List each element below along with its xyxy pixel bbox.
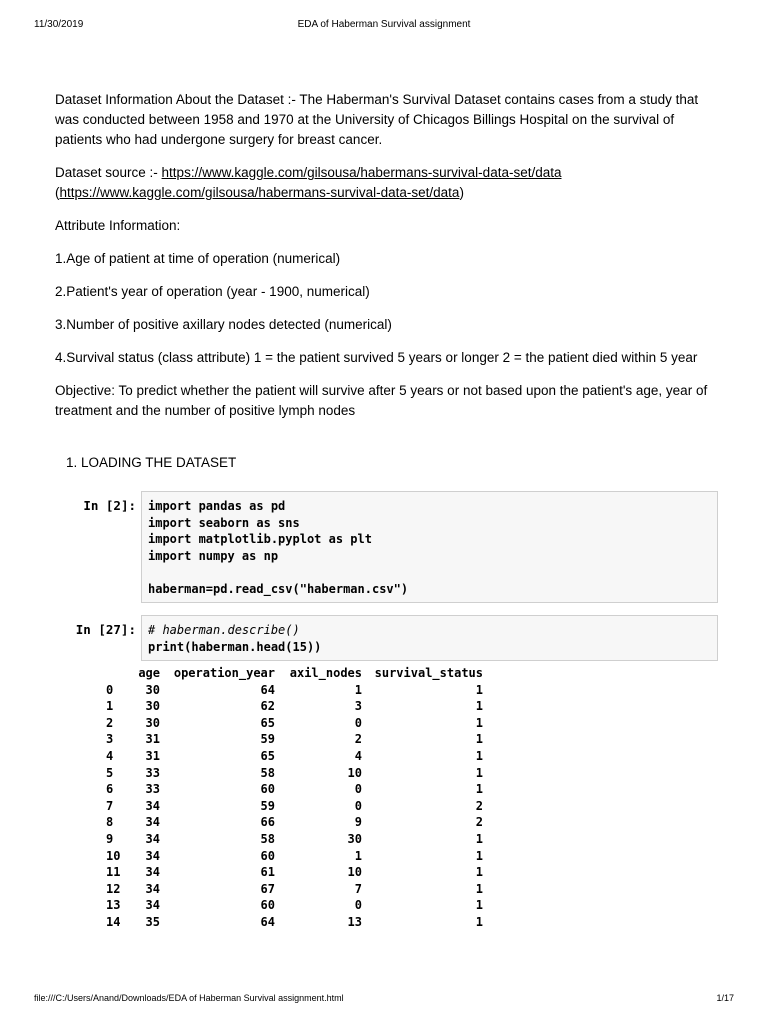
- row-index: 12: [106, 881, 121, 896]
- row-index: 7: [106, 798, 114, 813]
- cell-axil-nodes: 1: [354, 848, 362, 863]
- cell-operation-year: 60: [260, 848, 275, 863]
- source-paren-close: ): [459, 185, 464, 200]
- column-header-age: age: [138, 666, 160, 680]
- cell-operation-year: 59: [260, 798, 275, 813]
- cell-survival-status: 1: [475, 865, 483, 880]
- attribute-1: 1.Age of patient at time of operation (numerical): [55, 251, 341, 266]
- cell-operation-year: 66: [260, 815, 275, 830]
- cell-age: 33: [145, 765, 160, 780]
- table-row: [106, 765, 483, 782]
- table-row: [106, 864, 483, 881]
- cell-survival-status: 1: [475, 914, 483, 929]
- cell-axil-nodes: 2: [354, 732, 362, 747]
- cell-axil-nodes: 0: [354, 715, 362, 730]
- cell-axil-nodes: 1: [354, 682, 362, 697]
- cell-survival-status: 1: [475, 748, 483, 763]
- cell-age: 34: [145, 898, 160, 913]
- column-header-survival-status: survival_status: [374, 666, 483, 680]
- index-header: [106, 665, 138, 682]
- cell-age: 34: [145, 798, 160, 813]
- table-row: [106, 897, 483, 914]
- attribute-4: 4.Survival status (class attribute) 1 = the patient survived 5 years or longer 2 = the patient died within 5 year: [55, 350, 698, 365]
- cell-operation-year: 62: [260, 699, 275, 714]
- cell-2-code[interactable]: [141, 615, 718, 661]
- row-index: 2: [106, 715, 114, 730]
- page-header-date: 11/30/2019: [34, 19, 84, 30]
- attribute-heading: Attribute Information:: [55, 218, 181, 233]
- table-row: [106, 698, 483, 715]
- cell-age: 30: [145, 699, 160, 714]
- row-index: 1: [106, 699, 114, 714]
- attribute-2: 2.Patient's year of operation (year - 1900, numerical): [55, 284, 370, 299]
- cell-age: 34: [145, 815, 160, 830]
- cell-survival-status: 1: [475, 732, 483, 747]
- cell-age: 34: [145, 848, 160, 863]
- cell-survival-status: 1: [475, 848, 483, 863]
- row-index: 5: [106, 765, 114, 780]
- row-index: 6: [106, 782, 114, 797]
- output-table: [106, 665, 483, 931]
- cell-axil-nodes: 10: [347, 865, 362, 880]
- cell-axil-nodes: 0: [354, 782, 362, 797]
- cell-operation-year: 65: [260, 748, 275, 763]
- source-link[interactable]: https://www.kaggle.com/gilsousa/habermans-survival-data-set/data: [161, 165, 562, 180]
- cell-age: 34: [145, 881, 160, 896]
- cell-survival-status: 1: [475, 715, 483, 730]
- row-index: 0: [106, 682, 114, 697]
- row-index: 9: [106, 831, 114, 846]
- cell-operation-year: 64: [260, 914, 275, 929]
- row-index: 14: [106, 914, 121, 929]
- table-row: [106, 831, 483, 848]
- table-row: [106, 814, 483, 831]
- cell-operation-year: 58: [260, 831, 275, 846]
- cell-axil-nodes: 30: [347, 831, 362, 846]
- footer-page-number: 1/17: [716, 993, 734, 1003]
- cell-axil-nodes: 9: [354, 815, 362, 830]
- cell-survival-status: 1: [475, 898, 483, 913]
- cell-survival-status: 1: [475, 682, 483, 697]
- row-index: 4: [106, 748, 114, 763]
- dataset-source-paragraph: [55, 163, 725, 203]
- cell-survival-status: 2: [475, 815, 483, 830]
- cell-2-comment: # haberman.describe(): [148, 623, 300, 637]
- cell-age: 34: [145, 831, 160, 846]
- cell-1-code[interactable]: import pandas as pd import seaborn as sns import matplotlib.pyplot as plt import numpy as np haberman=pd.read_csv("haberman.csv"): [141, 491, 718, 603]
- cell-operation-year: 59: [260, 732, 275, 747]
- source-paren-link[interactable]: https://www.kaggle.com/gilsousa/habermans-survival-data-set/data: [59, 185, 460, 200]
- cell-survival-status: 1: [475, 831, 483, 846]
- cell-2-prompt: In [27]:: [75, 622, 136, 637]
- table-row: [106, 781, 483, 798]
- cell-age: 34: [145, 865, 160, 880]
- section-title: 1. LOADING THE DATASET: [66, 455, 237, 470]
- page-header-title: EDA of Haberman Survival assignment: [297, 19, 471, 30]
- cell-2-statement: print(haberman.head(15)): [148, 639, 322, 654]
- output-header-row: [106, 665, 483, 682]
- cell-age: 30: [145, 715, 160, 730]
- cell-age: 30: [145, 682, 160, 697]
- table-row: [106, 748, 483, 765]
- row-index: 3: [106, 732, 114, 747]
- table-row: [106, 798, 483, 815]
- cell-operation-year: 61: [260, 865, 275, 880]
- cell-operation-year: 67: [260, 881, 275, 896]
- cell-axil-nodes: 3: [354, 699, 362, 714]
- cell-axil-nodes: 7: [354, 881, 362, 896]
- cell-operation-year: 58: [260, 765, 275, 780]
- cell-age: 35: [145, 914, 160, 929]
- table-row: [106, 715, 483, 732]
- cell-survival-status: 1: [475, 881, 483, 896]
- table-row: [106, 881, 483, 898]
- cell-operation-year: 60: [260, 898, 275, 913]
- table-row: [106, 914, 483, 931]
- column-header-operation-year: operation_year: [173, 666, 275, 680]
- cell-survival-status: 1: [475, 782, 483, 797]
- table-row: [106, 682, 483, 699]
- cell-age: 33: [145, 782, 160, 797]
- table-row: [106, 848, 483, 865]
- cell-survival-status: 1: [475, 699, 483, 714]
- cell-survival-status: 1: [475, 765, 483, 780]
- cell-age: 31: [145, 748, 160, 763]
- cell-axil-nodes: 13: [347, 914, 362, 929]
- table-row: [106, 731, 483, 748]
- dataset-info-paragraph: Dataset Information About the Dataset :- The Haberman's Survival Dataset contains cases from a study that was conducted between 1958 and 1970 at the University of Chicagos Billings Hospital on the survival of patients who had undergone surgery for breast cancer.: [55, 92, 699, 147]
- footer-file-path: file:///C:/Users/Anand/Downloads/EDA of Haberman Survival assignment.html: [34, 993, 344, 1003]
- cell-age: 31: [145, 732, 160, 747]
- cell-operation-year: 65: [260, 715, 275, 730]
- attribute-3: 3.Number of positive axillary nodes detected (numerical): [55, 317, 392, 332]
- row-index: 10: [106, 848, 121, 863]
- cell-operation-year: 60: [260, 782, 275, 797]
- row-index: 8: [106, 815, 114, 830]
- column-header-axil-nodes: axil_nodes: [289, 666, 362, 680]
- cell-axil-nodes: 0: [354, 798, 362, 813]
- cell-axil-nodes: 0: [354, 898, 362, 913]
- row-index: 13: [106, 898, 121, 913]
- objective-paragraph: Objective: To predict whether the patient will survive after 5 years or not based upon the patient's age, year of treatment and the number of positive lymph nodes: [55, 383, 708, 418]
- cell-survival-status: 2: [475, 798, 483, 813]
- cell-axil-nodes: 10: [347, 765, 362, 780]
- intro-section: [55, 90, 725, 434]
- cell-axil-nodes: 4: [354, 748, 362, 763]
- cell-1-prompt: In [2]:: [83, 498, 136, 513]
- source-paren-open: (: [55, 185, 60, 200]
- source-prefix: Dataset source :-: [55, 165, 162, 180]
- cell-operation-year: 64: [260, 682, 275, 697]
- row-index: 11: [106, 865, 121, 880]
